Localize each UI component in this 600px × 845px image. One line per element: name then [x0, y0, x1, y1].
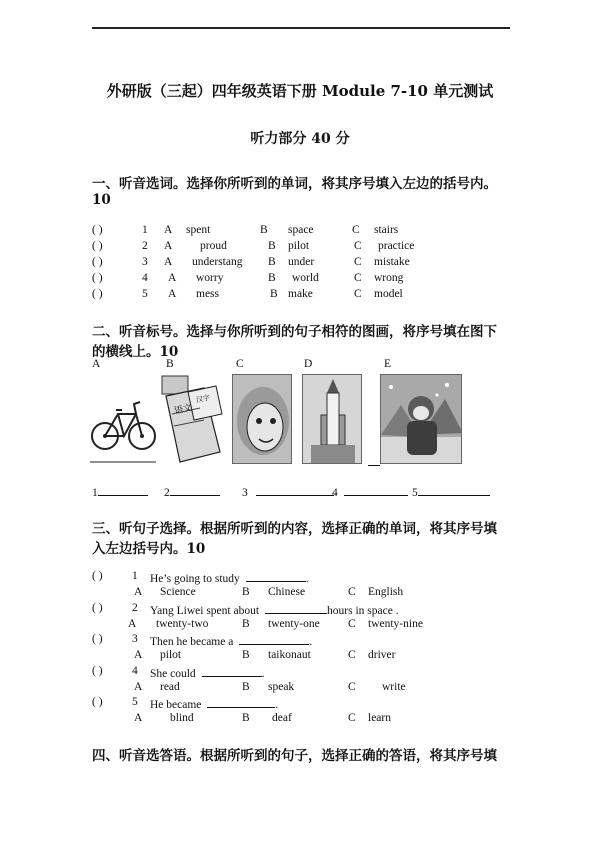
option-a: A	[128, 617, 137, 630]
blank-number: 3	[242, 487, 248, 499]
item-c-word: stairs	[374, 224, 399, 236]
option-c: C	[348, 680, 356, 693]
sentence-end: .	[309, 636, 313, 648]
option-a-word: blind	[170, 712, 194, 724]
option-b: B	[242, 617, 250, 630]
sentence-text: He became	[150, 699, 202, 711]
picture-e-mark	[368, 452, 380, 466]
answer-paren[interactable]: ( )	[92, 601, 103, 614]
option-b-word: Chinese	[268, 586, 306, 598]
question-number: 2	[132, 601, 138, 614]
item-b: B	[260, 224, 268, 236]
section2-heading: 二、听音标号。选择与你所听到的句子相符的图画，将序号填在图下	[92, 324, 497, 340]
option-a: A	[134, 712, 143, 724]
sentence-text: She could	[150, 667, 196, 680]
item-a: A	[164, 224, 173, 236]
item-c-word: wrong	[374, 272, 404, 284]
question-sentence	[150, 665, 265, 680]
book-cover-text-2: 汉字	[195, 393, 211, 405]
blank-number: 1	[92, 487, 98, 499]
picture-letter-b: B	[166, 358, 174, 370]
picture-letter-a: A	[92, 358, 101, 370]
item-a: A	[164, 256, 173, 268]
item-c: C	[352, 224, 360, 236]
option-b: B	[242, 586, 250, 598]
option-b: B	[242, 649, 250, 661]
blank-number: 5	[412, 487, 418, 499]
monkey-snow-icon	[380, 374, 462, 464]
book-cover-text: 语文	[173, 403, 194, 417]
option-c: C	[348, 586, 356, 598]
option-c: C	[348, 617, 356, 630]
item-b: B	[268, 272, 276, 284]
sentence-end: .	[275, 699, 279, 711]
answer-paren[interactable]: ( )	[92, 272, 103, 284]
option-a-word: Science	[160, 586, 196, 598]
books-icon	[160, 374, 224, 464]
option-c-word: write	[382, 680, 406, 693]
item-c-word: mistake	[374, 256, 410, 268]
item-b-word: world	[292, 272, 319, 284]
option-a: A	[134, 680, 143, 693]
fill-blank[interactable]	[239, 633, 309, 645]
fill-blank[interactable]	[265, 602, 327, 614]
option-a-word: pilot	[160, 649, 182, 661]
item-b-word: space	[288, 224, 314, 236]
item-b-word: pilot	[288, 240, 310, 252]
section1-points: 10	[92, 192, 111, 208]
item-b: B	[270, 288, 278, 300]
girl-face-icon	[232, 374, 292, 464]
question-sentence	[150, 602, 399, 617]
page-title: 外研版（三起）四年级英语下册 Module 7-10 单元测试	[106, 82, 494, 100]
answer-blank-2[interactable]	[164, 484, 220, 499]
option-b-word: deaf	[272, 712, 292, 724]
answer-blank-3[interactable]	[242, 484, 334, 499]
blank-number: 4	[332, 487, 338, 499]
answer-paren[interactable]: ( )	[92, 570, 103, 582]
picture-letter-c: C	[236, 358, 244, 370]
sentence-text: Then he became a	[150, 636, 234, 648]
option-a-word: twenty-two	[156, 617, 209, 630]
item-a-word: proud	[200, 240, 227, 252]
option-a-word: read	[160, 680, 180, 693]
section2-points: 的横线上。10	[92, 344, 179, 360]
answer-paren[interactable]: ( )	[92, 240, 103, 252]
item-a: A	[168, 272, 177, 284]
option-c-word: learn	[368, 712, 391, 724]
item-c-word: model	[374, 288, 403, 300]
item-a-word: mess	[196, 288, 219, 300]
option-c-word: twenty-nine	[368, 617, 423, 630]
option-a: A	[134, 649, 143, 661]
top-rule	[92, 27, 510, 29]
option-b-word: twenty-one	[268, 617, 320, 630]
question-sentence	[150, 633, 312, 648]
item-c: C	[354, 240, 362, 252]
option-c-word: driver	[368, 649, 396, 661]
item-num: 5	[142, 288, 148, 300]
question-number: 3	[132, 633, 138, 645]
item-b-word: make	[288, 288, 313, 300]
answer-paren[interactable]: ( )	[92, 664, 103, 677]
section1-heading: 一、听音选词。选择你所听到的单词，将其序号填入左边的括号内。	[92, 176, 497, 192]
answer-blank-1[interactable]	[92, 484, 148, 499]
option-b: B	[242, 712, 250, 724]
item-b-word: under	[288, 256, 315, 268]
item-num: 1	[142, 224, 148, 236]
item-b: B	[268, 256, 276, 268]
sentence-text: Yang Liwei spent about	[150, 604, 260, 617]
bicycle-icon	[90, 374, 156, 464]
answer-blank-5[interactable]	[412, 484, 490, 499]
option-c: C	[348, 649, 356, 661]
item-num: 2	[142, 240, 148, 252]
item-c: C	[354, 256, 362, 268]
sentence-end: .	[305, 573, 309, 585]
sentence-end: .	[261, 667, 265, 680]
option-c-word: English	[368, 586, 404, 598]
section3-heading: 三、听句子选择。根据所听到的内容，选择正确的单词，将其序号填	[92, 521, 497, 537]
answer-blank-4[interactable]	[332, 484, 408, 499]
answer-paren[interactable]: ( )	[92, 633, 103, 645]
answer-paren[interactable]: ( )	[92, 256, 103, 268]
option-b: B	[242, 680, 250, 693]
section4-heading: 四、听音选答语。根据所听到的句子，选择正确的答语，将其序号填	[92, 748, 497, 764]
blank-number: 2	[164, 487, 170, 499]
option-a: A	[134, 586, 143, 598]
question-number: 4	[132, 664, 138, 677]
fill-blank[interactable]	[246, 570, 306, 582]
fill-blank[interactable]	[202, 665, 262, 677]
item-c: C	[354, 272, 362, 284]
option-b-word: taikonaut	[268, 649, 311, 661]
option-c: C	[348, 712, 356, 724]
question-sentence	[150, 570, 309, 585]
question-number: 5	[132, 696, 138, 708]
answer-paren[interactable]: ( )	[92, 696, 103, 708]
item-a-word: spent	[186, 224, 211, 236]
item-a: A	[168, 288, 177, 300]
item-a-word: worry	[196, 272, 224, 284]
item-a-word: understang	[192, 256, 243, 268]
picture-letter-d: D	[304, 358, 313, 370]
item-c: C	[354, 288, 362, 300]
option-b-word: speak	[268, 680, 295, 693]
rocket-icon	[302, 374, 362, 464]
sentence-text: He’s going to study	[150, 573, 240, 585]
picture-letter-e: E	[384, 358, 392, 370]
page-subtitle: 听力部分 40 分	[250, 131, 350, 147]
question-sentence	[150, 696, 278, 711]
section3-points: 入左边括号内。10	[92, 541, 206, 557]
item-num: 3	[142, 256, 148, 268]
answer-paren[interactable]: ( )	[92, 288, 103, 300]
item-b: B	[268, 240, 276, 252]
fill-blank[interactable]	[207, 696, 275, 708]
question-number: 1	[132, 570, 138, 582]
answer-paren[interactable]: ( )	[92, 224, 103, 236]
item-c-word: practice	[378, 240, 415, 252]
item-num: 4	[142, 272, 148, 284]
sentence-end: hours in space .	[327, 604, 399, 617]
item-a: A	[164, 240, 173, 252]
